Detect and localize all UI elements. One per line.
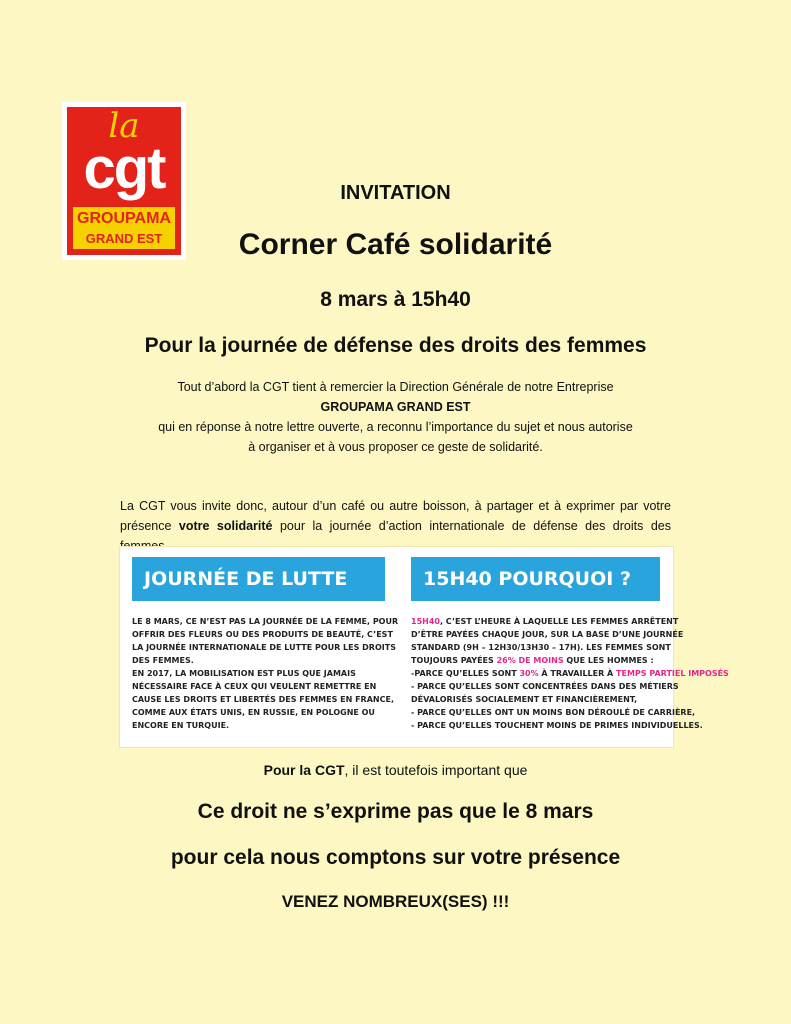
- invitation-heading: INVITATION: [340, 182, 451, 204]
- panel-line: LE 8 MARS, CE N’EST PAS LA JOURNÉE DE LA FEMME, POUR: [132, 617, 399, 626]
- highlight-text: 15H40: [411, 617, 440, 626]
- panel-right-column: [403, 547, 729, 747]
- panel-line: CAUSE LES DROITS ET LIBERTÉS DES FEMMES EN FRANCE,: [132, 695, 394, 704]
- panel-line: [411, 615, 679, 628]
- logo-line1: GROUPAMA: [77, 210, 171, 227]
- panel-line: D’ÊTRE PAYÉES CHAQUE JOUR, SUR LA BASE D’UNE JOURNÉE: [411, 630, 684, 639]
- panel-line: EN 2017, LA MOBILISATION EST PLUS QUE JAMAIS: [132, 669, 356, 678]
- closing-line-1: [0, 762, 791, 778]
- event-subtitle: Pour la journée de défense des droits des femmes: [144, 334, 647, 357]
- company-name: GROUPAMA GRAND EST: [320, 400, 471, 414]
- paragraph-part: La CGT vous invite donc, autour d’un café ou autre boisson, à partager et à exprimer par votre présence: [120, 499, 671, 533]
- info-panel: [119, 546, 729, 748]
- panel-line: - PARCE QU’ELLES ONT UN MOINS BON DÉROULÉ DE CARRIÈRE,: [411, 708, 696, 717]
- intro-line: qui en réponse à notre lettre ouverte, a reconnu l’importance du sujet et nous autorise: [158, 420, 633, 434]
- panel-line: DES FEMMES.: [132, 656, 194, 665]
- panel-line: - PARCE QU’ELLES SONT CONCENTRÉES DANS DES MÉTIERS: [411, 682, 679, 691]
- closing-line-3: pour cela nous comptons sur votre présence: [170, 846, 621, 869]
- page-title: Corner Café solidarité: [238, 228, 553, 261]
- panel-text: -PARCE QU’ELLES SONT: [411, 669, 520, 678]
- intro-line: à organiser et à vous proposer ce geste de solidarité.: [248, 440, 543, 454]
- highlight-text: 30%: [519, 669, 539, 678]
- panel-text: TOUJOURS PAYÉES: [411, 656, 497, 665]
- panel-text: , C’EST L’HEURE À LAQUELLE LES FEMMES ARRÊTENT: [439, 617, 679, 626]
- panel-line: LA JOURNÉE INTERNATIONALE DE LUTTE POUR LES DROITS: [132, 643, 396, 652]
- paragraph-bold: votre solidarité: [178, 519, 273, 533]
- closing-rest: , il est toutefois important que: [344, 762, 528, 778]
- panel-right-text: [411, 615, 729, 732]
- panel-text: À TRAVAILLER À: [538, 669, 617, 678]
- highlight-text: TEMPS PARTIEL IMPOSÉS: [616, 669, 729, 678]
- panel-line: COMME AUX ÉTATS UNIS, EN RUSSIE, EN POLOGNE OU: [132, 708, 375, 717]
- logo-line2: GRAND EST: [85, 231, 163, 246]
- logo-cgt-text: cgt: [83, 136, 165, 201]
- panel-line: NÉCESSAIRE FACE À CEUX QUI VEULENT REMETTRE EN: [132, 682, 377, 691]
- logo-la-text: la: [108, 107, 140, 146]
- panel-line: [411, 667, 729, 680]
- closing-call-to-action: VENEZ NOMBREUX(SES) !!!: [281, 892, 510, 911]
- panel-left-column: [120, 547, 399, 747]
- panel-line: ENCORE EN TURQUIE.: [132, 721, 230, 730]
- highlight-text: 26% DE MOINS: [496, 656, 564, 665]
- panel-line: STANDARD (9H – 12H30/13H30 – 17H). LES FEMMES SONT: [411, 643, 671, 652]
- panel-text: QUE LES HOMMES :: [563, 656, 654, 665]
- panel-left-text: [132, 615, 399, 732]
- intro-text: [0, 377, 791, 457]
- panel-line: OFFRIR DES FLEURS OU DES PRODUITS DE BEAUTÉ, C’EST: [132, 630, 393, 639]
- intro-line: Tout d’abord la CGT tient à remercier la Direction Générale de notre Entreprise: [177, 380, 614, 394]
- panel-line: [411, 654, 662, 667]
- panel-left-title: JOURNÉE DE LUTTE: [132, 557, 385, 601]
- closing-line-2: Ce droit ne s’exprime pas que le 8 mars: [197, 800, 594, 823]
- event-date: 8 mars à 15h40: [320, 288, 471, 311]
- panel-line: - PARCE QU’ELLES TOUCHENT MOINS DE PRIMES INDIVIDUELLES.: [411, 721, 703, 730]
- panel-line: DÉVALORISÉS SOCIALEMENT ET FINANCIÈREMENT,: [411, 695, 638, 704]
- panel-right-title: 15H40 POURQUOI ?: [411, 557, 660, 601]
- closing-bold: Pour la CGT: [263, 762, 345, 778]
- paragraph-part: pour la journée d’action internationale de défense des droits des: [279, 519, 671, 533]
